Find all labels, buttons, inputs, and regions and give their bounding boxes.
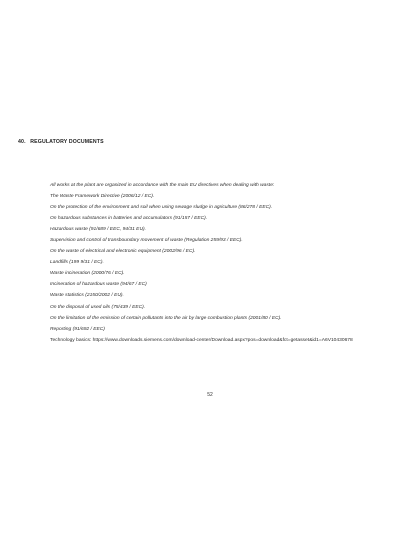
- regulations-list: [50, 183, 410, 349]
- list-item: Landfills (199 9/31 / EC).: [50, 260, 104, 266]
- list-item: Waste statistics (2150/2002 / EU).: [50, 293, 124, 299]
- list-item: Hazardous waste (91/689 / EEC, 94/31 EU).: [50, 227, 146, 233]
- page-number: 52: [207, 392, 213, 398]
- technology-basics-link[interactable]: Technology basics: https://www.downloads.siemens.com/download-center/Download.aspx?pos=download&fct=getasset&id1=A6V10430678: [50, 337, 353, 343]
- list-item: The Waste Framework Directive (2006/12 / EC).: [50, 194, 155, 200]
- list-item: On the protection of the environment and soil when using sewage sludge in agriculture (86/278 / EEC).: [50, 205, 273, 211]
- section-heading: [18, 139, 104, 145]
- list-item: On the waste of electrical and electronic equipment (2002/96 / EC).: [50, 249, 196, 255]
- list-item: On the limitation of the emission of certain pollutants into the air by large combustion plants (2001/80 / EC).: [50, 315, 282, 321]
- list-item: On hazardous substances in batteries and accumulators (91/157 / EEC).: [50, 216, 208, 222]
- section-number: 40.: [18, 139, 26, 145]
- intro-line: All works at the plant are organized in accordance with the main EU directives when dealing with waste:: [50, 183, 275, 188]
- list-item: Reporting (91/692 / EEC): [50, 326, 105, 332]
- list-item: Supervision and control of transboundary movement of waste (Regulation 259/93 / EEC).: [50, 238, 243, 244]
- list-item: Incineration of hazardous waste (94/67 / EC): [50, 282, 147, 288]
- list-item: Waste incineration (2000/76 / EC).: [50, 271, 125, 277]
- list-item: On the disposal of used oils (75/439 / EEC).: [50, 304, 146, 310]
- section-title: REGULATORY DOCUMENTS: [30, 139, 104, 145]
